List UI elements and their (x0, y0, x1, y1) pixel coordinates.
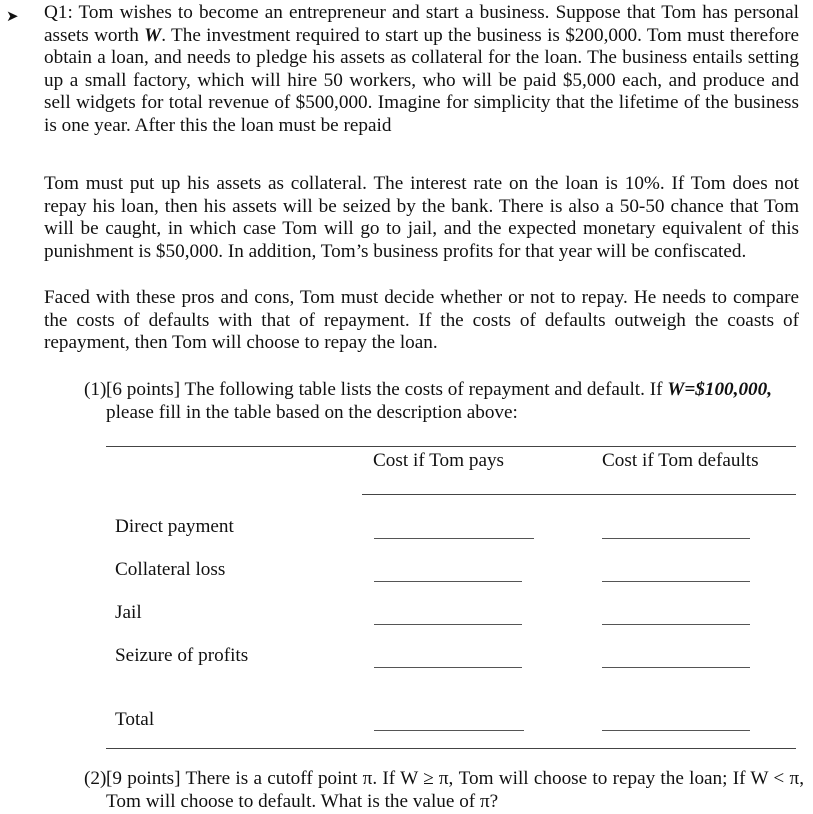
question-1-paragraph (44, 2, 799, 137)
part-2-question (84, 768, 804, 813)
blank-seizure-defaults[interactable] (602, 667, 750, 668)
part-2-number: (2) (84, 768, 107, 789)
row-label-collateral-loss: Collateral loss (115, 559, 226, 580)
question-1-text-start: : Tom wishes to become an entrepreneur and start a business. Suppose that Tom has personal assets worth (44, 2, 799, 46)
row-label-total: Total (115, 709, 155, 730)
part-1-number: (1) (84, 379, 107, 400)
blank-jail-defaults[interactable] (602, 624, 750, 625)
blank-total-defaults[interactable] (602, 730, 750, 731)
row-label-seizure-of-profits: Seizure of profits (115, 645, 249, 666)
header-cost-if-pays: Cost if Tom pays (373, 450, 505, 471)
blank-collateral-loss-pays[interactable] (374, 581, 522, 582)
blank-direct-payment-defaults[interactable] (602, 538, 750, 539)
part-1-question (84, 379, 804, 424)
part-1-text-end: please fill in the table based on the description above: (106, 401, 518, 423)
table-bottom-rule (106, 748, 796, 749)
blank-direct-payment-pays[interactable] (374, 538, 534, 539)
blank-total-pays[interactable] (374, 730, 524, 731)
question-1-text-end: . The investment required to start up the business is $200,000. Tom must therefore obtain a loan, and needs to pledge his assets as collateral for the loan. The business entails setting up a small factory, which will hire 50 workers, who will be paid $5,000 each, and produce and sell widgets for total revenue of $500,000. Imagine for simplicity that the lifetime of the business is one year. After this the loan must be repaid (44, 24, 799, 136)
cost-table (106, 446, 796, 750)
question-1-label: Q1 (44, 2, 68, 23)
table-top-rule (106, 446, 796, 447)
row-label-direct-payment: Direct payment (115, 516, 234, 537)
variable-w: W (144, 24, 162, 46)
table-header-rule (362, 494, 796, 495)
blank-collateral-loss-defaults[interactable] (602, 581, 750, 582)
blank-jail-pays[interactable] (374, 624, 522, 625)
row-label-jail: Jail (115, 602, 142, 623)
part-1-text-start: [6 points] The following table lists the costs of repayment and default. If (106, 379, 668, 400)
header-cost-if-defaults: Cost if Tom defaults (602, 450, 759, 471)
bullet-arrow-icon: ➤ (6, 9, 19, 25)
part-1-w-value: W=$100,000, (667, 379, 773, 400)
blank-seizure-pays[interactable] (374, 667, 522, 668)
decision-paragraph: Faced with these pros and cons, Tom must decide whether or not to repay. He needs to compare the costs of defaults with that of repayment. If the costs of defaults outweigh the coasts of repayment, then Tom will choose to repay the loan. (44, 287, 799, 353)
collateral-paragraph: Tom must put up his assets as collateral. The interest rate on the loan is 10%. If Tom does not repay his loan, then his assets will be seized by the bank. There is also a 50-50 chance that Tom will be caught, in which case Tom will go to jail, and the expected monetary equivalent of this punishment is $50,000. In addition, Tom’s business profits for that year will be confiscated. (44, 173, 799, 262)
part-2-text: [9 points] There is a cutoff point π. If W ≥ π, Tom will choose to repay the loan; If W < π, Tom will choose to default. What is the value of π? (106, 768, 804, 812)
